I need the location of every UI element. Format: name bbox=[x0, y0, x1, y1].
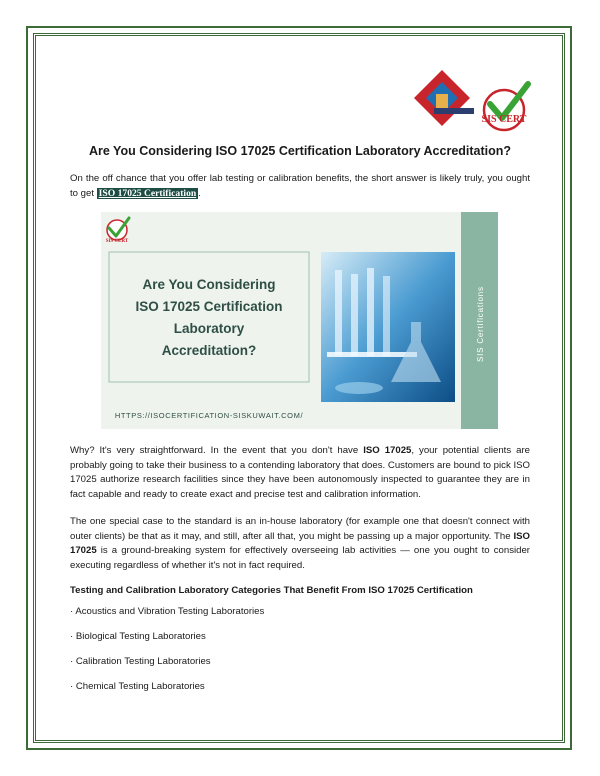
diamond-emblem-icon bbox=[414, 70, 474, 126]
list-item: · Calibration Testing Laboratories bbox=[70, 656, 211, 667]
banner-logo-text: SIS CERT bbox=[105, 239, 129, 244]
page-title: Are You Considering ISO 17025 Certification Laboratory Accreditation? bbox=[88, 144, 512, 158]
lab-glassware-photo bbox=[321, 252, 455, 402]
iso-certification-link[interactable]: ISO 17025 Certification bbox=[98, 187, 197, 199]
list-item: · Acoustics and Vibration Testing Laboratories bbox=[70, 606, 265, 617]
iso-17025-bold: ISO 17025 bbox=[70, 530, 530, 556]
intro-text: On the off chance that you offer lab testing or calibration benefits, the short answer is likely truly, you ought to get bbox=[70, 173, 530, 199]
intro-paragraph bbox=[70, 172, 530, 201]
categories-list bbox=[70, 605, 264, 705]
iso-17025-bold: ISO 17025 bbox=[363, 445, 412, 456]
banner-headline-line-1: Are You Considering bbox=[142, 277, 276, 292]
logo-label: SIS CERT bbox=[481, 114, 527, 125]
list-item: · Biological Testing Laboratories bbox=[70, 631, 206, 642]
list-item: · Chemical Testing Laboratories bbox=[70, 681, 205, 692]
banner-headline-line-3: Laboratory bbox=[173, 321, 245, 336]
why-paragraph: Why? It's very straightforward. In the event that you don't have ISO 17025, your potential clients are probably going to take their business to a contending laboratory that does. Customers are bound to pick ISO 17025 authorize research facilities since they have been autonomously inspected to guarantee they are in fact capable and ready to create exact and precise test and calibration information. bbox=[70, 445, 531, 500]
exception-paragraph: The one special case to the standard is an in-house laboratory (for example one that doesn't connect with outer clients) be that as it may, and still, after all that, you might be passing up a major opportunity. The ISO 17025 is a ground-breaking system for effectively overseeing lab activities — one you ought to consider executing regardless of whether it's not in fact required. bbox=[70, 516, 530, 571]
banner-headline-line-2: ISO 17025 Certification bbox=[135, 299, 283, 314]
banner-image bbox=[101, 212, 498, 429]
intro-end: . bbox=[198, 187, 201, 199]
banner-side-label: SIS Certifications bbox=[476, 286, 485, 362]
banner-headline-line-4: Accreditation? bbox=[161, 343, 257, 358]
categories-heading: Testing and Calibration Laboratory Categories That Benefit From ISO 17025 Certification bbox=[70, 585, 473, 596]
company-logo bbox=[412, 68, 532, 138]
banner-url: HTTPS://ISOCERTIFICATION-SISKUWAIT.COM/ bbox=[114, 411, 304, 420]
